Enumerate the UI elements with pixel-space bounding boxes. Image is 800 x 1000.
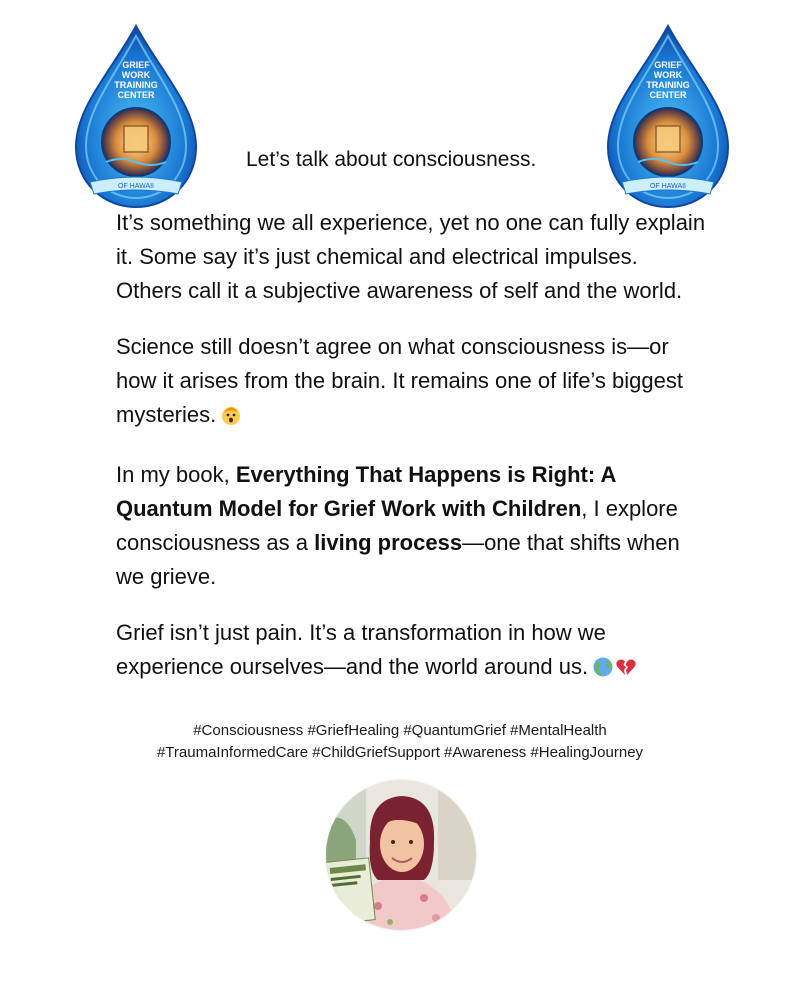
logo-line-2: WORK	[121, 70, 151, 80]
logo-line-1: GRIEF	[654, 60, 682, 70]
living-process-emphasis: living process	[314, 530, 463, 555]
paragraph-1-text: It’s something we all experience, yet no one can fully explain it. Some say it’s just chemical and electrical impulses. Others call it a subjective awareness of self and the world.	[116, 210, 706, 303]
paragraph-3-middle: , I explore consciousness as a	[116, 496, 678, 555]
logo-line-3: TRAINING	[114, 80, 158, 90]
exploding-head-emoji-icon	[220, 402, 242, 436]
broken-heart-emoji-icon	[615, 654, 637, 688]
logo-banner-text: OF HAWAII	[649, 183, 687, 190]
logo-line-2: WORK	[653, 70, 683, 80]
logo-right	[598, 22, 738, 212]
paragraph-3	[116, 458, 706, 594]
book-title: Everything That Happens is Right: A Quantum Model for Grief Work with Children	[116, 462, 616, 521]
paragraph-3-before: In my book,	[116, 462, 236, 487]
logo-line-3: TRAINING	[646, 80, 690, 90]
logo-line-4: CENTER	[117, 90, 155, 100]
paragraph-2-text: Science still doesn’t agree on what consciousness is—or how it arises from the brain. It remains one of life’s biggest mysteries.	[116, 334, 683, 427]
author-photo	[326, 780, 476, 930]
hashtags-line-2: #TraumaInformedCare #ChildGriefSupport #Awareness #HealingJourney	[156, 744, 644, 761]
post-body	[116, 206, 706, 710]
logo-left	[66, 22, 206, 212]
paragraph-4-text: Grief isn’t just pain. It’s a transformation in how we experience ourselves—and the world around us.	[116, 620, 606, 679]
hashtags	[0, 720, 800, 764]
globe-emoji-icon	[592, 654, 614, 688]
water-drop-logo-icon	[598, 22, 738, 212]
logo-line-1: GRIEF	[122, 60, 150, 70]
water-drop-logo-icon	[66, 22, 206, 212]
paragraph-3-after: —one that shifts when we grieve.	[116, 530, 680, 589]
hashtags-line-1: #Consciousness #GriefHealing #QuantumGrief #MentalHealth	[193, 722, 607, 739]
logo-line-4: CENTER	[649, 90, 687, 100]
intro-heading: Let’s talk about consciousness.	[246, 148, 537, 171]
paragraph-1	[116, 206, 706, 308]
logo-banner-text: OF HAWAII	[117, 183, 155, 190]
paragraph-2	[116, 330, 706, 436]
author-portrait-photo-icon	[326, 780, 476, 930]
paragraph-4	[116, 616, 706, 688]
